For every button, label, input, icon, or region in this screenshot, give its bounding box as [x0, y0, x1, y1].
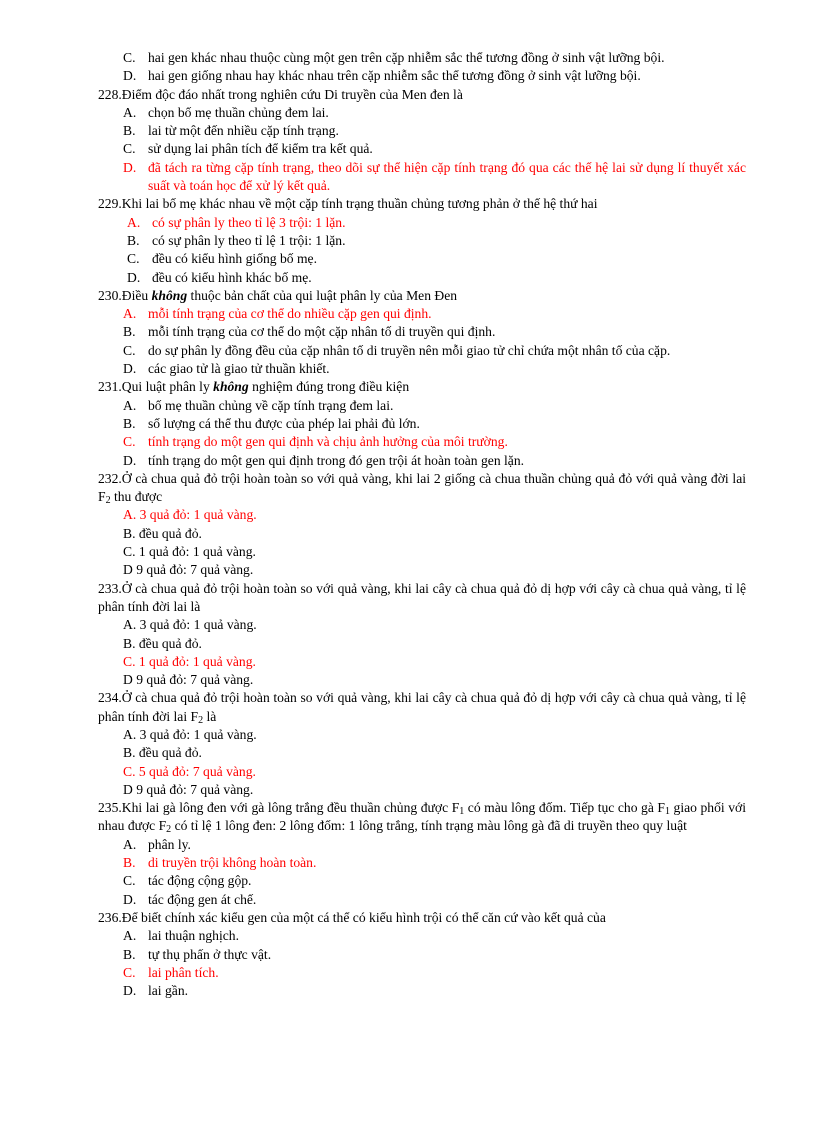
question-234 [0, 689, 816, 726]
option-label: D. [123, 68, 137, 84]
option-a [0, 927, 816, 945]
option-d-answer [0, 159, 816, 196]
option-text: có sự phân ly theo tỉ lệ 1 trội: 1 lặn. [152, 232, 346, 248]
option-label: D. [123, 983, 137, 999]
option-text: số lượng cá thể thu được của phép lai phải đủ lớn. [148, 415, 420, 431]
option-text: lai phân tích. [148, 964, 219, 980]
option-text: có sự phân ly theo tỉ lệ 3 trội: 1 lặn. [152, 214, 346, 230]
question-text: có màu lông đốm. Tiếp tục cho gà F [464, 800, 665, 816]
option-text: lai thuận nghịch. [148, 928, 239, 944]
option-b [0, 122, 816, 140]
option-a: A. 3 quả đỏ: 1 quả vàng. [123, 726, 257, 742]
option-c-answer [0, 964, 816, 982]
subscript: 2 [198, 714, 204, 726]
option-a [0, 397, 816, 415]
question-text: 230.Điều [98, 287, 152, 303]
option-a-answer: A. 3 quả đỏ: 1 quả vàng. [123, 507, 257, 523]
option-label: D. [123, 361, 137, 377]
option-b: B. đều quả đỏ. [123, 745, 202, 761]
option-text: tính trạng do một gen qui định và chịu ảnh hưởng của môi trường. [148, 434, 508, 450]
option-text: hai gen khác nhau thuộc cùng một gen trên cặp nhiễm sắc thể tương đồng ở sinh vật lưỡng bội. [148, 50, 665, 65]
option-label: A. [123, 397, 137, 413]
option-d [0, 269, 816, 287]
option-a-answer [0, 214, 816, 232]
option-c-answer: C. 5 quả đỏ: 7 quả vàng. [123, 763, 256, 779]
subscript: 1 [665, 806, 670, 818]
question-236: 236.Để biết chính xác kiểu gen của một cá thể có kiểu hình trội có thể căn cứ vào kết quả của [98, 909, 606, 925]
emphasis-word: không [151, 287, 188, 303]
option-label: A. [123, 928, 137, 944]
option-a: A. 3 quả đỏ: 1 quả vàng. [123, 617, 257, 633]
option-text: tự thụ phấn ở thực vật. [148, 946, 272, 962]
option-c [0, 49, 816, 67]
option-c: C. 1 quả đỏ: 1 quả vàng. [123, 544, 256, 560]
option-label: B. [123, 123, 136, 139]
question-text: thu được [110, 489, 163, 505]
question-text: là [203, 708, 217, 724]
option-text: mỗi tính trạng của cơ thể do nhiều cặp gen qui định. [148, 306, 432, 322]
subscript: 2 [105, 495, 111, 507]
question-229: 229.Khi lai bố mẹ khác nhau về một cặp tính trạng thuần chủng tương phản ở thế hệ thứ hai [98, 196, 598, 212]
option-label: A. [127, 214, 141, 230]
question-text: 234.Ở cà chua quả đỏ trội hoàn toàn so với quả vàng, khi lai cây cà chua quả đỏ dị hợp với cây cà chua quả vàng, tỉ lệ phân tính đời lai F [98, 690, 746, 724]
emphasis-word: không [213, 379, 249, 395]
option-label: D. [123, 452, 137, 468]
question-text: 231.Qui luật phân ly [98, 379, 214, 395]
option-c-answer [0, 433, 816, 451]
option-label: C. [123, 873, 136, 889]
option-b: B. đều quả đỏ. [123, 635, 202, 651]
question-text: có tỉ lệ 1 lông đen: 2 lông đốm: 1 lông trắng, tính trạng màu lông gà đã di truyền theo quy luật [171, 818, 687, 834]
option-text: lai gần. [148, 983, 189, 999]
option-label: A. [123, 306, 137, 322]
question-text: nghiệm đúng trong điều kiện [248, 379, 410, 395]
option-label: C. [127, 251, 140, 267]
subscript: 1 [459, 806, 465, 818]
option-text: di truyền trội không hoàn toàn. [148, 855, 317, 871]
option-text: đều có kiểu hình giống bố mẹ. [152, 251, 317, 267]
option-a-answer [0, 305, 816, 323]
option-text: bố mẹ thuần chủng về cặp tính trạng đem lai. [148, 397, 394, 413]
option-label: A. [123, 836, 137, 852]
option-label: C. [123, 50, 136, 65]
option-b-answer [0, 854, 816, 872]
option-text: chọn bố mẹ thuần chủng đem lai. [148, 104, 329, 120]
option-c [0, 872, 816, 890]
option-d [0, 452, 816, 470]
option-text: hai gen giống nhau hay khác nhau trên cặp nhiễm sắc thể tương đồng ở sinh vật lưỡng bội. [148, 68, 641, 84]
option-d [0, 360, 816, 378]
question-231 [0, 378, 816, 396]
option-label: A. [123, 104, 137, 120]
question-230 [0, 287, 816, 305]
option-label: C. [123, 141, 136, 157]
question-text: thuộc bản chất của qui luật phân ly của Men Đen [187, 287, 458, 303]
question-232 [0, 470, 816, 507]
option-label: C. [123, 434, 136, 450]
option-text: sử dụng lai phân tích để kiểm tra kết quả. [148, 141, 373, 157]
question-235 [0, 799, 816, 836]
option-b [0, 323, 816, 341]
option-c-answer: C. 1 quả đỏ: 1 quả vàng. [123, 653, 256, 669]
option-d [0, 891, 816, 909]
option-text: mỗi tính trạng của cơ thể do một cặp nhân tố di truyền qui định. [148, 324, 496, 340]
option-text: tác động cộng gộp. [148, 873, 252, 889]
option-b [0, 232, 816, 250]
question-text: 235.Khi lai gà lông đen với gà lông trắng đều thuần chủng được F [98, 800, 460, 816]
option-label: C. [123, 342, 136, 358]
option-d: D 9 quả đỏ: 7 quả vàng. [123, 781, 254, 797]
subscript: 2 [166, 824, 172, 836]
option-label: D. [123, 159, 137, 175]
question-228: 228.Điểm độc đáo nhất trong nghiên cứu Di truyền của Men đen là [98, 86, 463, 102]
option-label: B. [123, 415, 136, 431]
option-text: tác động gen át chế. [148, 891, 257, 907]
option-b [0, 946, 816, 964]
option-text: đều có kiểu hình khác bố mẹ. [152, 269, 312, 285]
option-text: tính trạng do một gen qui định trong đó gen trội át hoàn toàn gen lặn. [148, 452, 525, 468]
question-233: 233.Ở cà chua quả đỏ trội hoàn toàn so với quả vàng, khi lai cây cà chua quả đỏ dị hợp với cây cà chua quả vàng, tỉ lệ phân tính đời lai là [98, 580, 746, 614]
option-d: D 9 quả đỏ: 7 quả vàng. [123, 672, 254, 688]
option-b [0, 415, 816, 433]
option-text: các giao tử là giao tử thuần khiết. [148, 361, 330, 377]
option-label: C. [123, 964, 136, 980]
option-c [0, 140, 816, 158]
option-a [0, 104, 816, 122]
option-text: do sự phân ly đồng đều của cặp nhân tố di truyền nên mỗi giao tử chỉ chứa một nhân tố của cặp. [148, 342, 671, 358]
option-label: B. [123, 324, 136, 340]
option-label: B. [123, 855, 136, 871]
option-a [0, 836, 816, 854]
option-d [0, 67, 816, 85]
option-c [0, 250, 816, 268]
option-c [0, 342, 816, 360]
option-label: D. [123, 891, 137, 907]
option-text: đã tách ra từng cặp tính trạng, theo dõi sự thể hiện cặp tính trạng đó qua các thế hệ lai sử dụng lí thuyết xác suất và toán học để xử lý kết quả. [148, 159, 746, 194]
option-label: B. [123, 946, 136, 962]
question-text: giao phối với nhau được F [98, 800, 746, 834]
option-d [0, 982, 816, 1000]
option-label: B. [127, 232, 140, 248]
option-d: D 9 quả đỏ: 7 quả vàng. [123, 562, 254, 578]
question-text: 232.Ở cà chua quả đỏ trội hoàn toàn so với quả vàng, khi lai 2 giống cà chua thuần chủng quả đỏ với quả vàng đời lai F [98, 470, 746, 505]
option-text: lai từ một đến nhiều cặp tính trạng. [148, 123, 339, 139]
option-label: D. [127, 269, 141, 285]
option-b: B. đều quả đỏ. [123, 525, 202, 541]
option-text: phân ly. [148, 836, 191, 852]
